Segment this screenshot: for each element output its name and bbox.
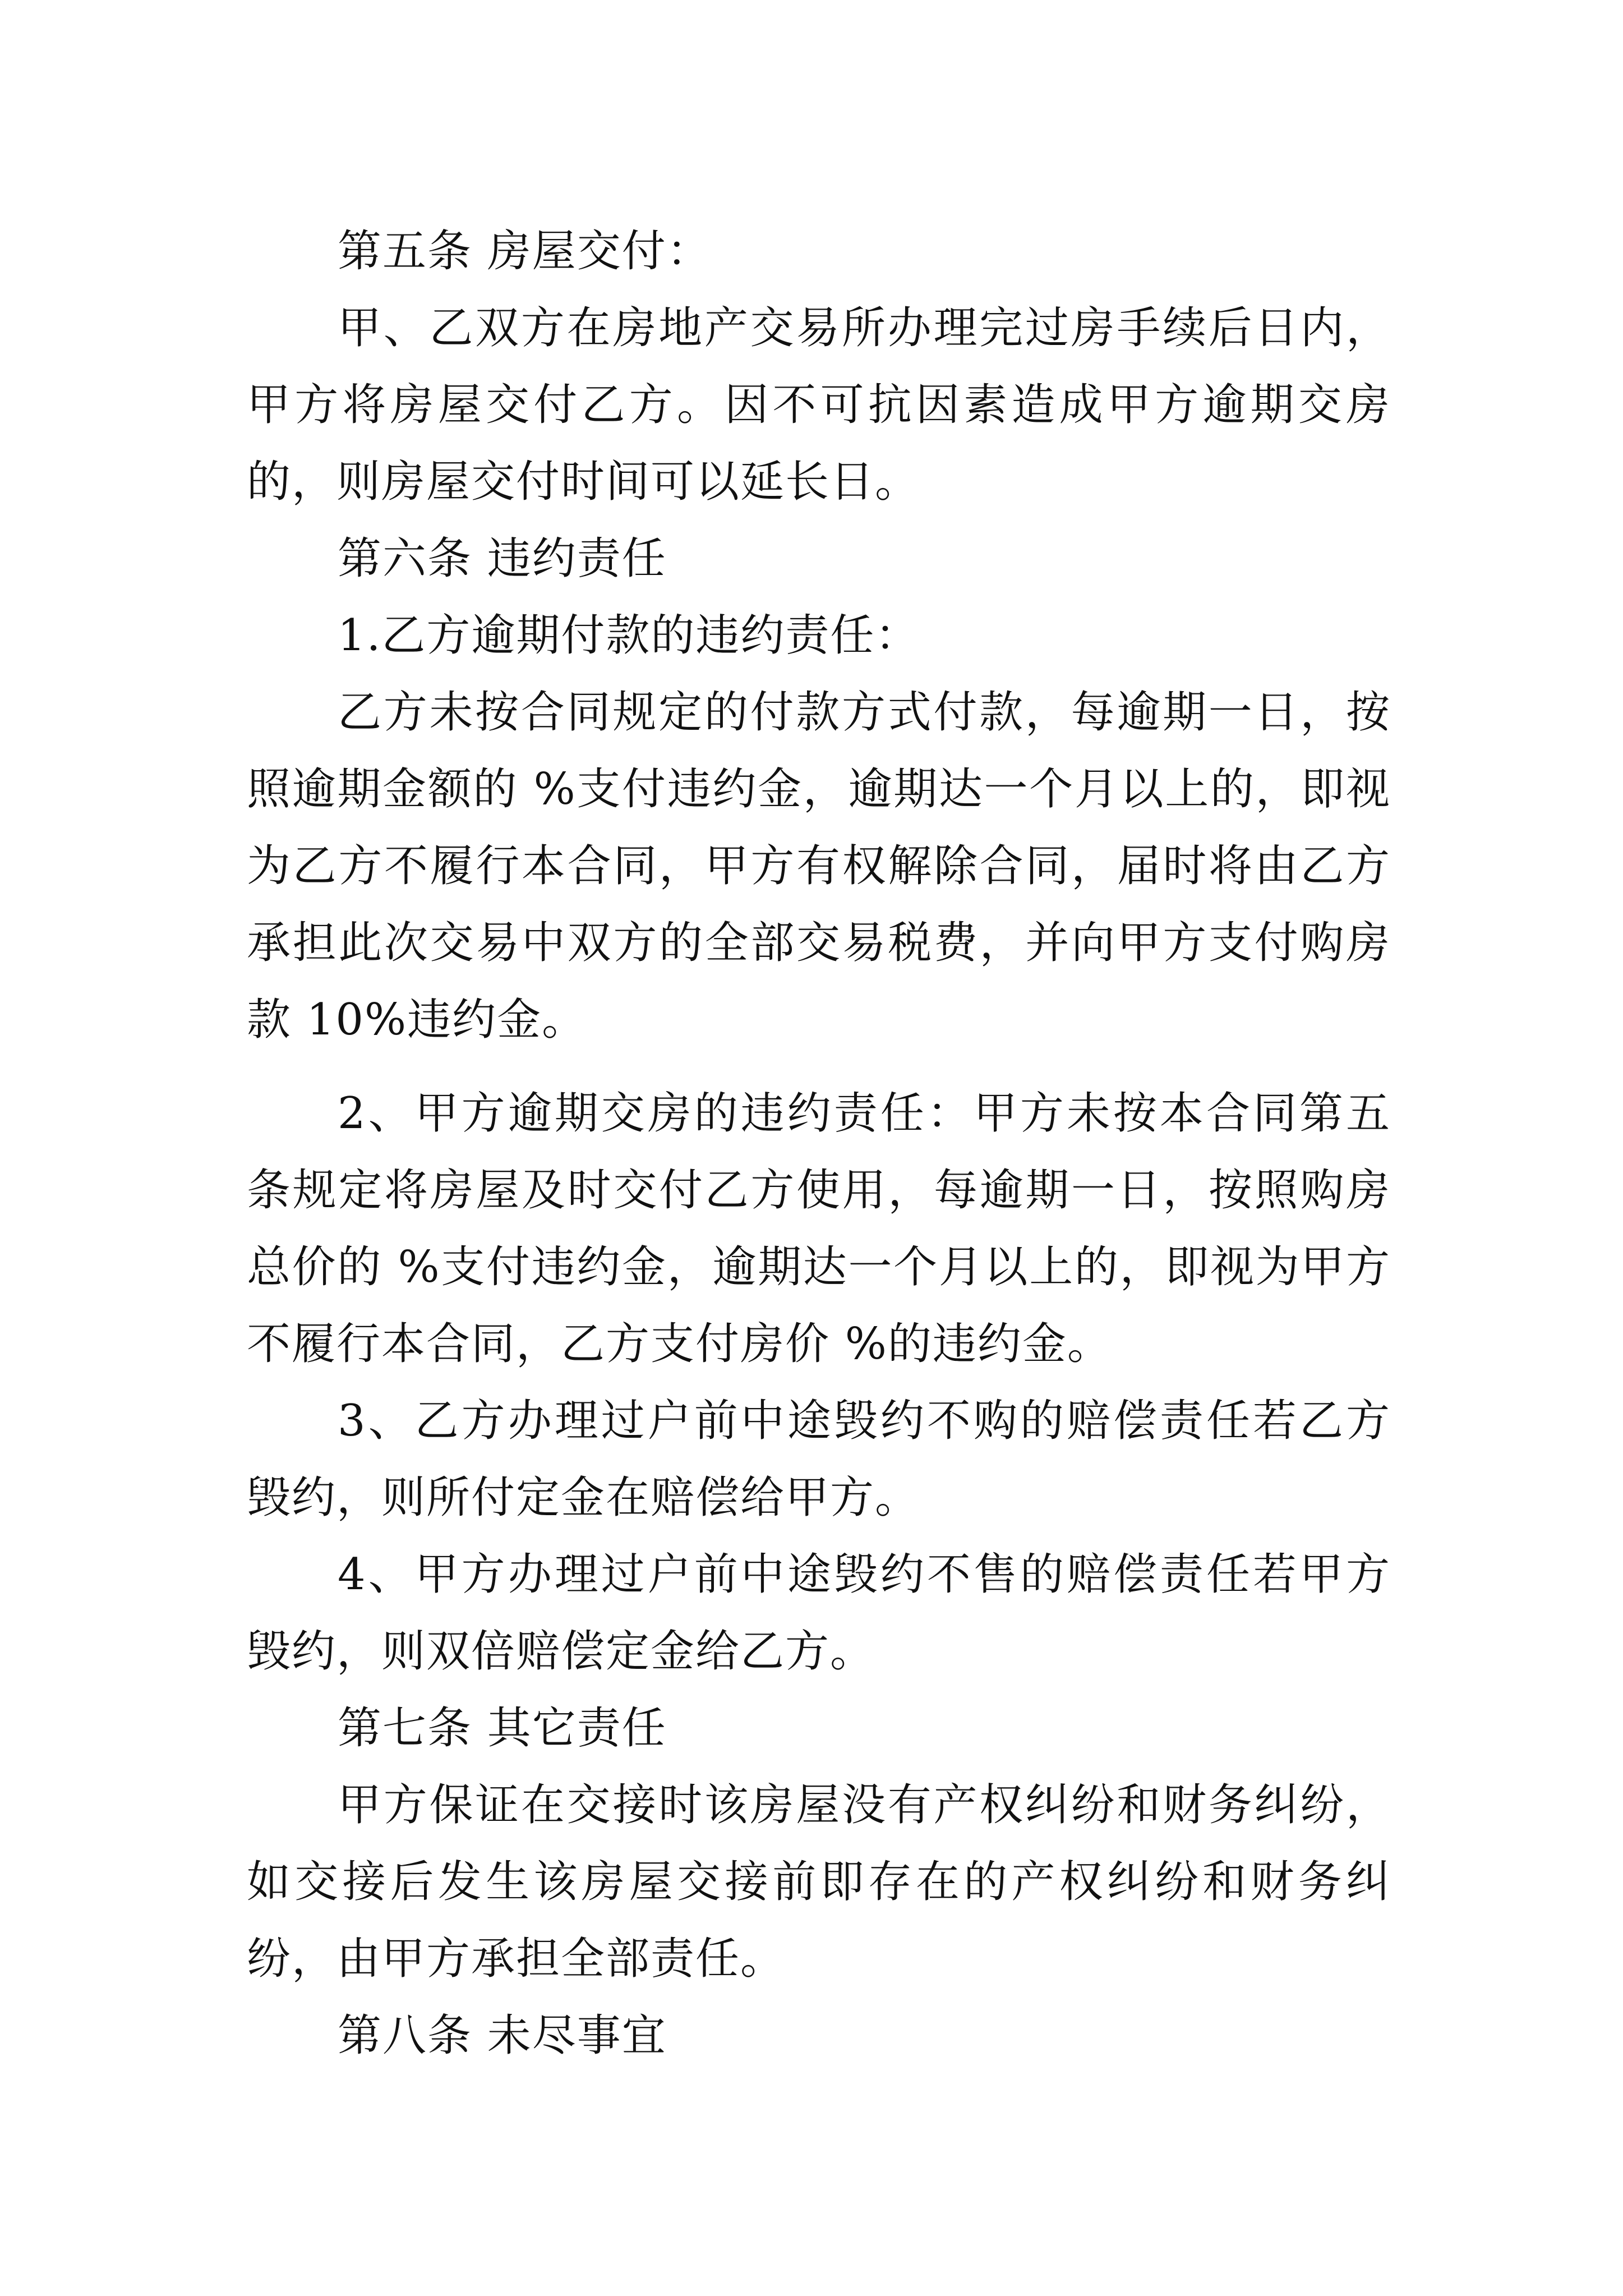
- article-7-body: 甲方保证在交接时该房屋没有产权纠纷和财务纠纷，如交接后发生该房屋交接前即存在的产权纠纷和财务纠纷，由甲方承担全部责任。: [247, 1780, 1391, 1984]
- document-body: [247, 213, 1391, 2074]
- article-6-item-1-body: 乙方未按合同规定的付款方式付款，每逾期一日，按照逾期金额的 %支付违约金，逾期达一个月以上的，即视为乙方不履行本合同，甲方有权解除合同，届时将由乙方承担此次交易中双方的全部交易税费，并向甲方支付购房款 10%违约金。: [247, 687, 1391, 1045]
- article-6-item-2: 2、甲方逾期交房的违约责任：甲方未按本合同第五条规定将房屋及时交付乙方使用，每逾期一日，按照购房总价的 %支付违约金，逾期达一个月以上的，即视为甲方不履行本合同，乙方支付房价 %的违约金。: [247, 1088, 1391, 1369]
- article-6-item-3: 3、乙方办理过户前中途毁约不购的赔偿责任若乙方毁约，则所付定金在赔偿给甲方。: [247, 1396, 1391, 1523]
- article-6-item-4: 4、甲方办理过户前中途毁约不售的赔偿责任若甲方毁约，则双倍赔偿定金给乙方。: [247, 1549, 1391, 1677]
- article-7-heading: 第七条 其它责任: [338, 1703, 667, 1754]
- article-6-heading: 第六条 违约责任: [338, 533, 667, 584]
- article-6-item-1-title: 1.乙方逾期付款的违约责任：: [338, 610, 920, 661]
- article-8-heading: 第八条 未尽事宜: [338, 2010, 667, 2061]
- article-5-body: 甲、乙双方在房地产交易所办理完过房手续后日内，甲方将房屋交付乙方。因不可抗因素造成甲方逾期交房的，则房屋交付时间可以延长日。: [247, 303, 1391, 507]
- article-5-heading: 第五条 房屋交付：: [338, 226, 712, 277]
